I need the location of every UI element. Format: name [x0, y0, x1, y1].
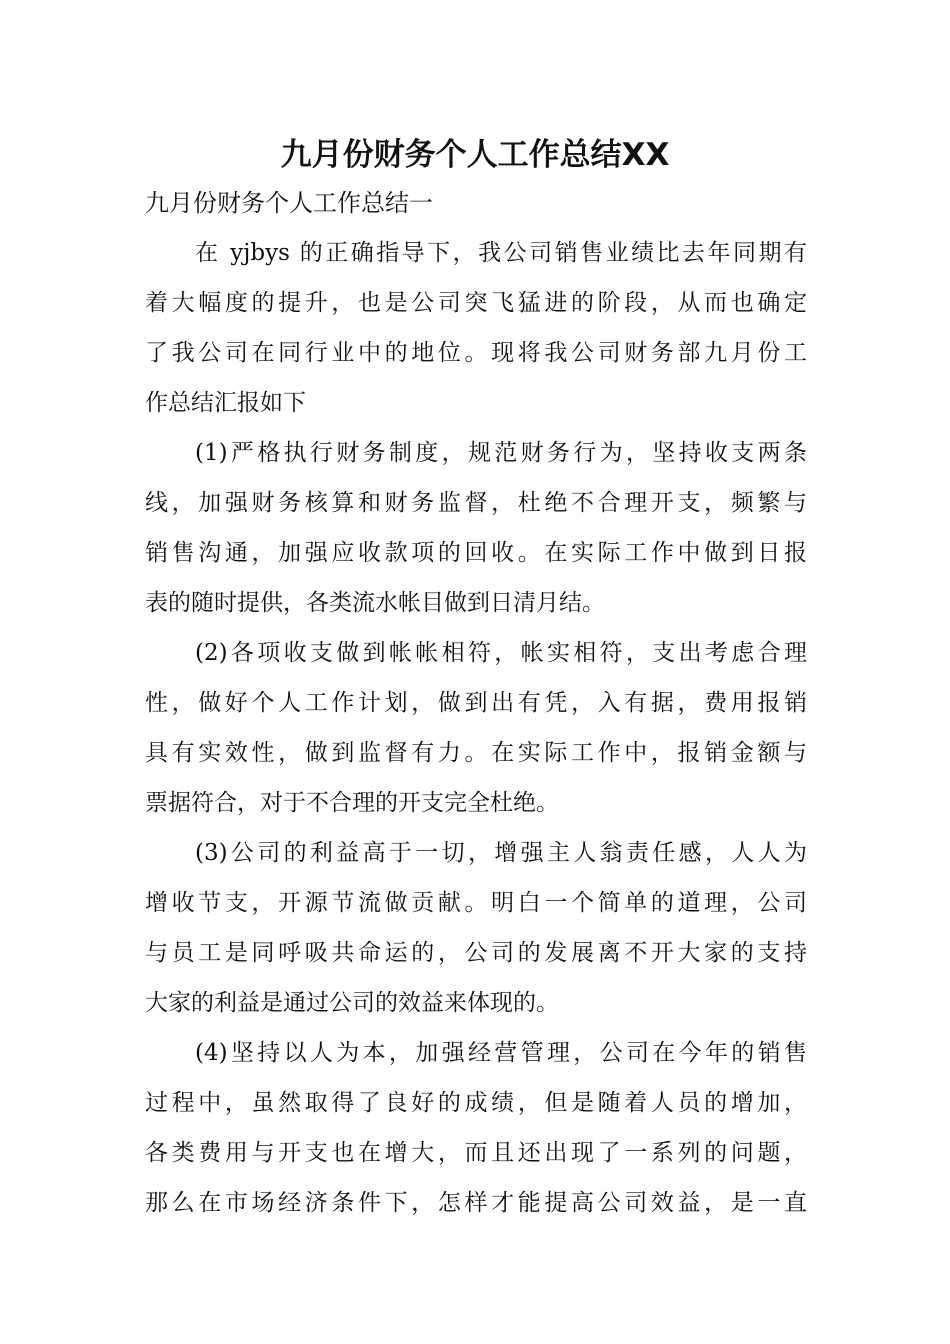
text-line: 了我公司在同行业中的地位。现将我公司财务部九月份工 [145, 340, 807, 366]
paragraph [145, 428, 807, 628]
text-line: 性，做好个人工作计划，做到出有凭，入有据，费用报销 [145, 690, 807, 716]
text-line: 表的随时提供，各类流水帐目做到日清月结。 [145, 590, 605, 616]
document-title: 九月份财务个人工作总结XX [280, 137, 670, 173]
text-line: 具有实效性，做到监督有力。在实际工作中，报销金额与 [145, 740, 807, 766]
text-line: (4)坚持以人为本，加强经营管理，公司在今年的销售 [195, 1040, 807, 1066]
paragraph [145, 1028, 807, 1228]
document-body [145, 228, 807, 1228]
text-line: (3)公司的利益高于一切，增强主人翁责任感，人人为 [195, 840, 807, 866]
text-line: 增收节支，开源节流做贡献。明白一个简单的道理，公司 [145, 890, 807, 916]
text-line: 作总结汇报如下 [145, 390, 306, 416]
text-line: 那么在市场经济条件下，怎样才能提高公司效益，是一直 [145, 1190, 807, 1216]
text-line: 票据符合，对于不合理的开支完全杜绝。 [145, 790, 559, 816]
text-line: 在 yjbys 的正确指导下，我公司销售业绩比去年同期有 [195, 240, 807, 266]
text-line: 与员工是同呼吸共命运的，公司的发展离不开大家的支持 [145, 940, 807, 966]
text-line: 大家的利益是通过公司的效益来体现的。 [145, 990, 559, 1016]
paragraph [145, 628, 807, 828]
paragraph [145, 828, 807, 1028]
document-subtitle: 九月份财务个人工作总结一 [145, 189, 433, 217]
text-line: (2)各项收支做到帐帐相符，帐实相符，支出考虑合理 [195, 640, 807, 666]
text-line: 各类费用与开支也在增大，而且还出现了一系列的问题， [145, 1140, 807, 1166]
text-line: 过程中，虽然取得了良好的成绩，但是随着人员的增加， [145, 1090, 807, 1116]
text-line: 销售沟通，加强应收款项的回收。在实际工作中做到日报 [145, 540, 807, 566]
text-line: 着大幅度的提升，也是公司突飞猛进的阶段，从而也确定 [145, 290, 807, 316]
text-line: (1)严格执行财务制度，规范财务行为，坚持收支两条 [195, 440, 807, 466]
text-line: 线，加强财务核算和财务监督，杜绝不合理开支，频繁与 [145, 490, 807, 516]
paragraph [145, 228, 807, 428]
